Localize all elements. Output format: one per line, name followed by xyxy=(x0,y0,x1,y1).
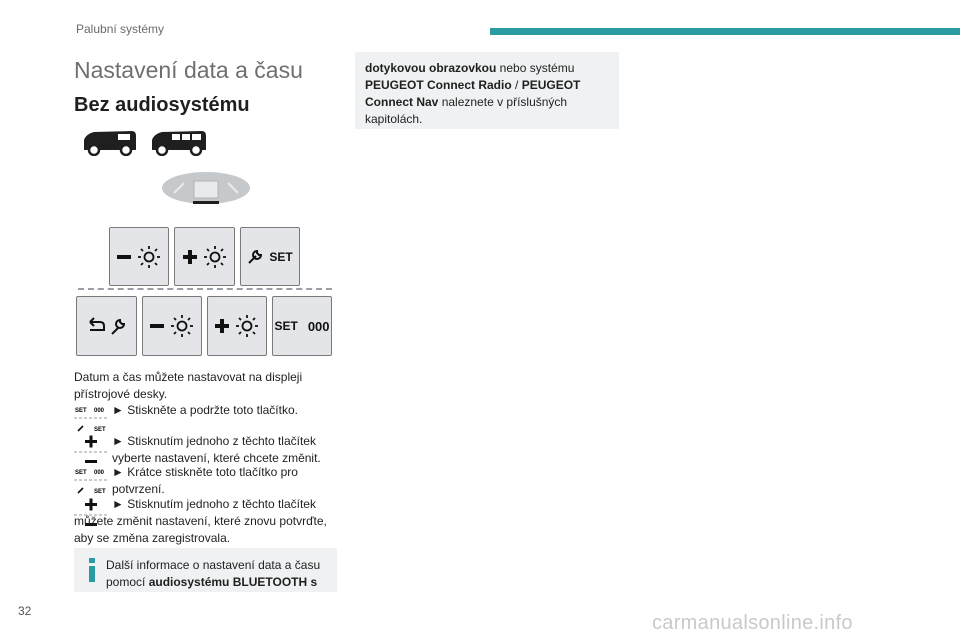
svg-text:SET: SET xyxy=(94,489,106,495)
minivan-icon xyxy=(148,128,210,156)
svg-text:SET: SET xyxy=(75,408,87,414)
step-1: ► Stiskněte a podržte toto tlačítko. xyxy=(112,403,298,417)
page-title: Nastavení data a času xyxy=(74,57,303,83)
continuation-box xyxy=(355,52,619,129)
van-icon xyxy=(80,128,140,156)
panel-divider xyxy=(78,288,332,290)
set-000-wrench-set-mini-icon xyxy=(74,465,108,499)
return-wrench-icon xyxy=(86,316,128,336)
brightness-plus-button[interactable] xyxy=(174,227,235,286)
svg-text:SET: SET xyxy=(94,427,106,433)
brightness-plus-button-2[interactable] xyxy=(207,296,267,356)
wrench-set-button[interactable] xyxy=(240,227,300,286)
brightness-minus-button-2[interactable] xyxy=(142,296,202,356)
step-3: ► Krátce stiskněte toto tlačítko pro potvrzení. xyxy=(112,465,298,496)
step-2: ► Stisknutím jednoho z těchto tlačítek vyberte nastavení, které chcete změnit. xyxy=(112,434,321,465)
info-box xyxy=(74,548,337,592)
minus-brightness-icon xyxy=(150,314,194,338)
minus-brightness-icon xyxy=(117,245,161,269)
svg-text:000: 000 xyxy=(94,408,105,414)
brightness-minus-button[interactable] xyxy=(109,227,169,286)
plus-minus-mini-icon xyxy=(74,433,108,469)
zeros-label: 000 xyxy=(307,318,330,334)
watermark: carmanualsonline.info xyxy=(652,612,853,634)
section-label: Palubní systémy xyxy=(76,22,165,36)
svg-text:SET: SET xyxy=(75,470,87,476)
set-label: SET xyxy=(274,319,298,333)
intro-text: Datum a čas můžete nastavovat na displeji přístrojové desky. xyxy=(74,370,303,401)
info-text: Další informace o nastavení data a času pomocí audiosystému BLUETOOTH s xyxy=(106,558,321,589)
plus-brightness-icon xyxy=(183,245,227,269)
step-4: ► Stisknutím jednoho z těchto tlačítek můžete změnit nastavení, které znovu potvrďte, aby se změna zaregistrovala. xyxy=(74,497,327,545)
page-number: 32 xyxy=(18,604,32,618)
return-wrench-button[interactable] xyxy=(76,296,137,356)
continuation-text: dotykovou obrazovkou nebo systému PEUGEOT Connect Radio / PEUGEOT Connect Nav naleznete v příslušných kapitolách. xyxy=(365,61,581,126)
info-icon xyxy=(88,558,96,582)
plus-brightness-icon xyxy=(215,314,259,338)
set-000-wrench-set-mini-icon xyxy=(74,403,108,437)
set-000-button[interactable] xyxy=(272,296,332,356)
svg-text:000: 000 xyxy=(94,470,105,476)
section-subtitle: Bez audiosystému xyxy=(74,94,250,116)
header-accent-bar xyxy=(490,28,960,35)
wrench-icon xyxy=(247,249,263,265)
set-label: SET xyxy=(269,249,293,264)
instrument-cluster-icon xyxy=(160,171,252,207)
